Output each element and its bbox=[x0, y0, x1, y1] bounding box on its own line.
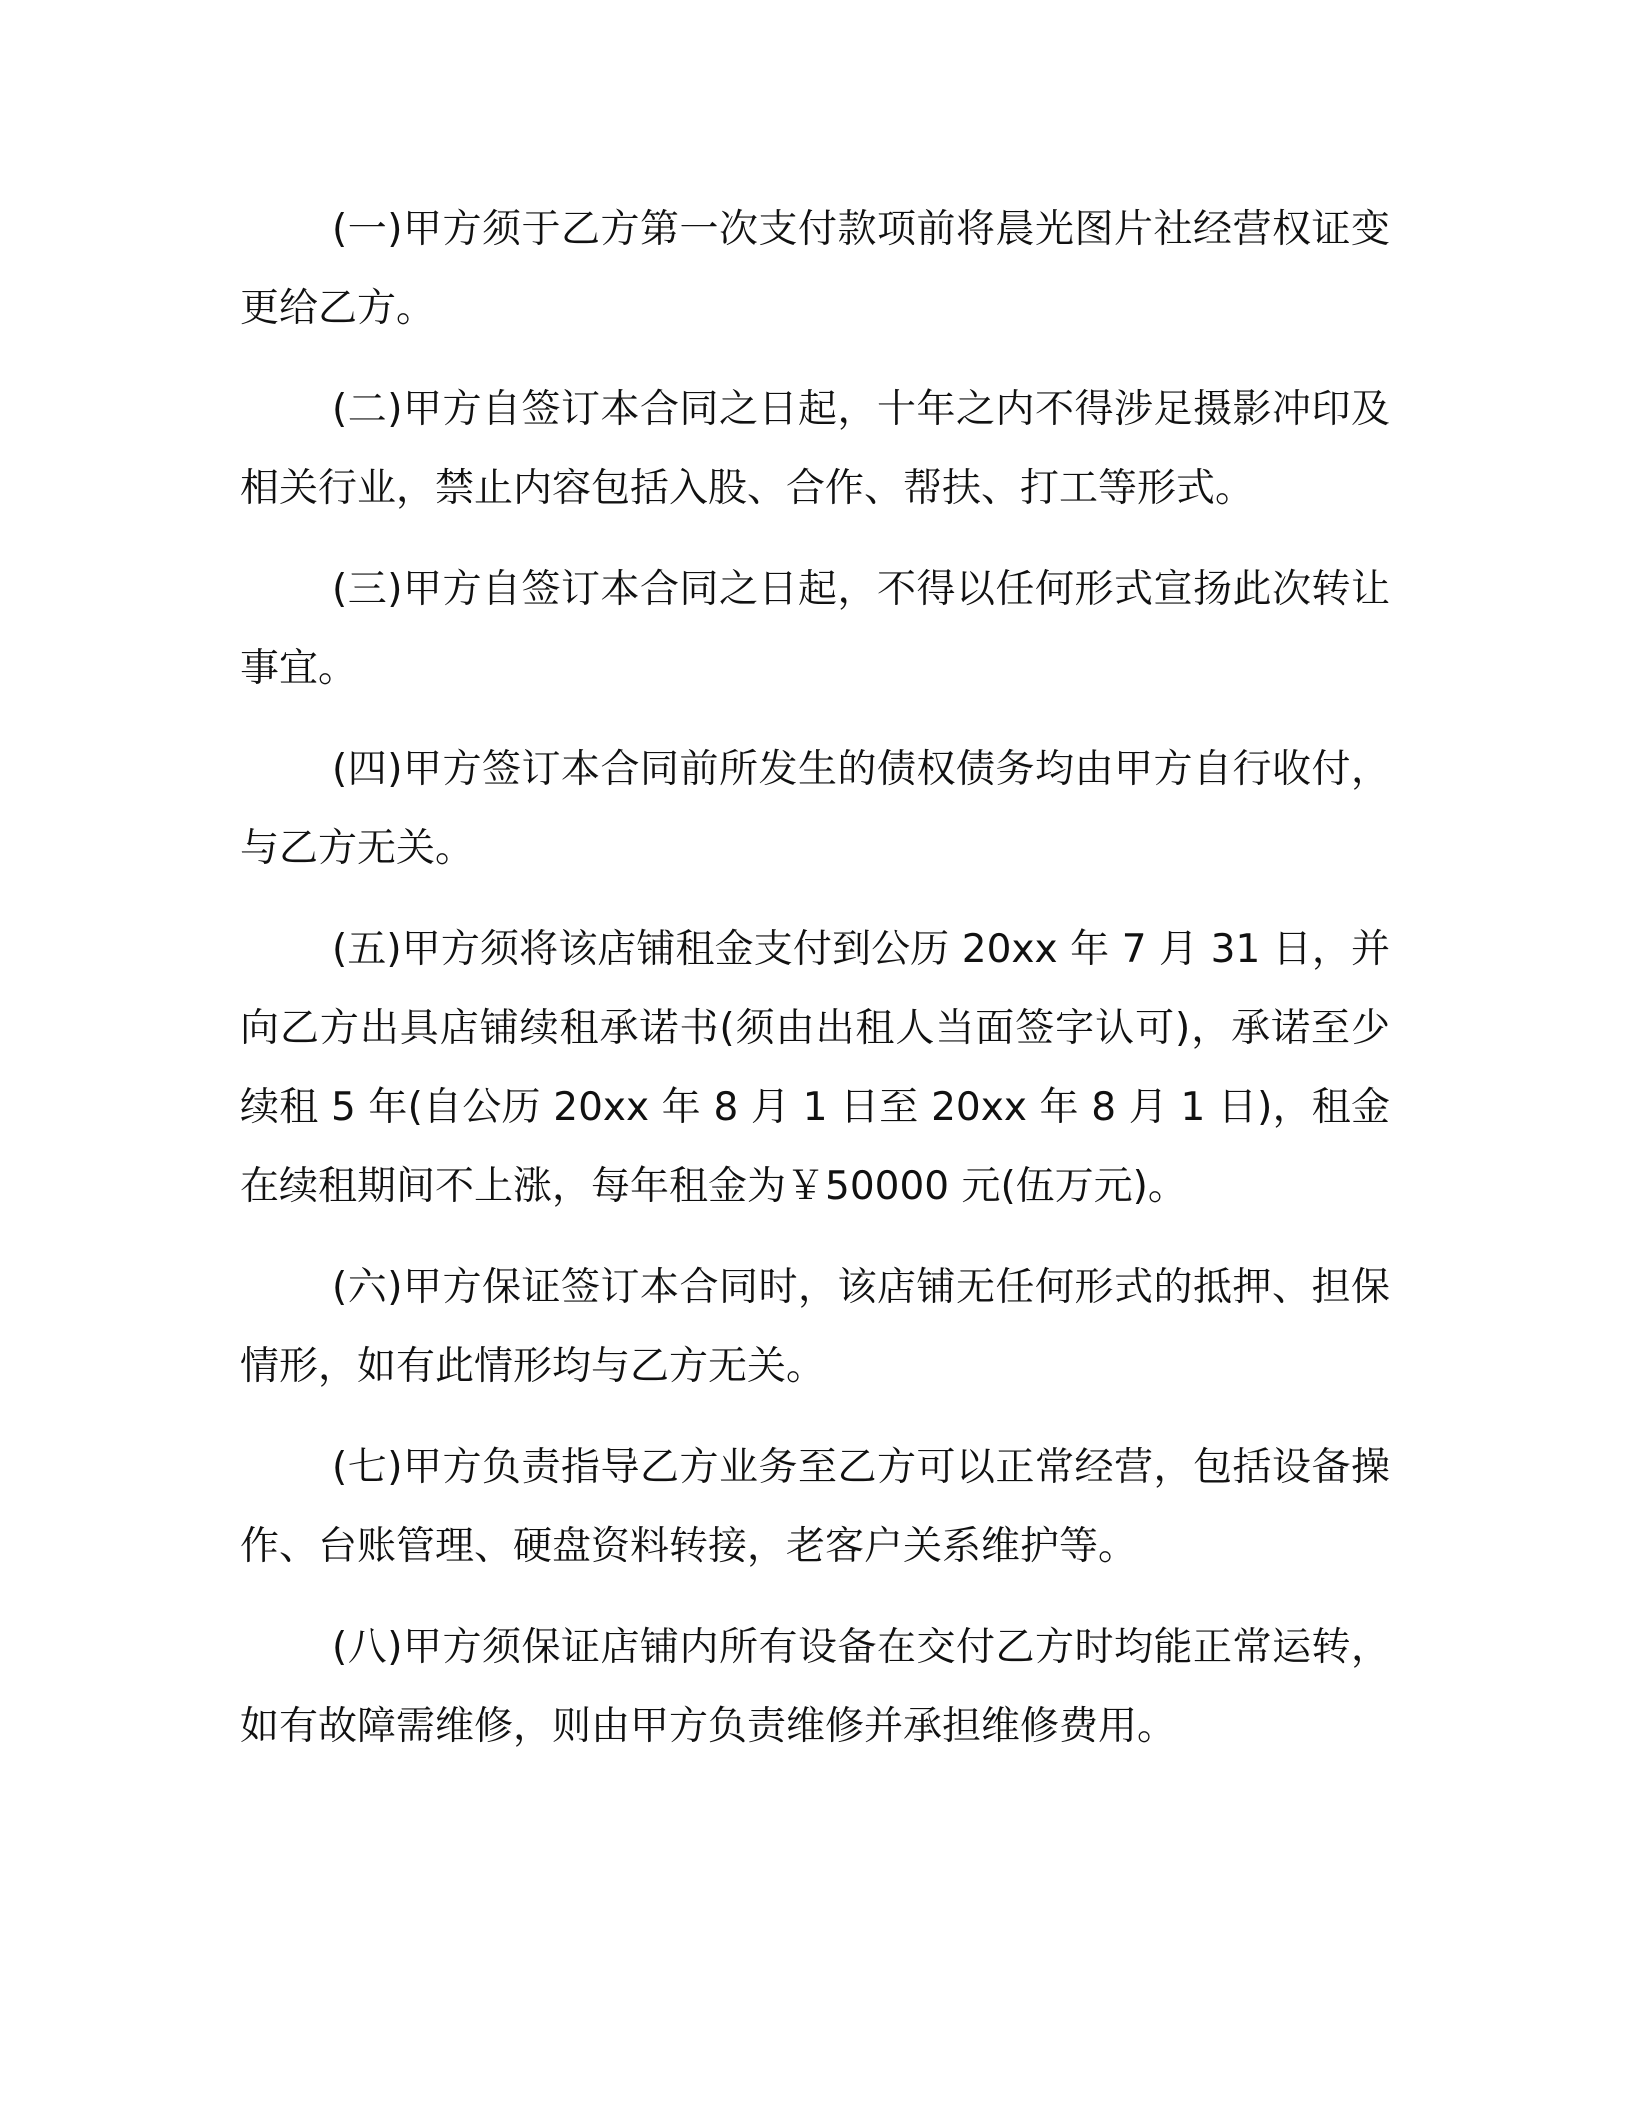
clause-8: (八)甲方须保证店铺内所有设备在交付乙方时均能正常运转，如有故障需维修，则由甲方负责维修并承担维修费用。 bbox=[240, 1625, 1390, 1749]
clause-6: (六)甲方保证签订本合同时，该店铺无任何形式的抵押、担保情形，如有此情形均与乙方无关。 bbox=[240, 1265, 1390, 1389]
clause-7: (七)甲方负责指导乙方业务至乙方可以正常经营，包括设备操作、台账管理、硬盘资料转接，老客户关系维护等。 bbox=[240, 1445, 1390, 1569]
clause-1: (一)甲方须于乙方第一次支付款项前将晨光图片社经营权证变更给乙方。 bbox=[240, 207, 1390, 331]
clause-3: (三)甲方自签订本合同之日起，不得以任何形式宣扬此次转让事宜。 bbox=[240, 567, 1390, 691]
clause-5: (五)甲方须将该店铺租金支付到公历 20xx 年 7 月 31 日，并向乙方出具店铺续租承诺书(须由出租人当面签字认可)，承诺至少续租 5 年(自公历 20xx 年 8 月 1 日至 20xx 年 8 月 1 日)，租金在续租期间不上涨，每年租金为￥50000 元(伍万元)。 bbox=[240, 927, 1390, 1209]
clause-2: (二)甲方自签订本合同之日起，十年之内不得涉足摄影冲印及相关行业，禁止内容包括入股、合作、帮扶、打工等形式。 bbox=[240, 387, 1390, 511]
document-body bbox=[240, 190, 1390, 1788]
clause-4: (四)甲方签订本合同前所发生的债权债务均由甲方自行收付，与乙方无关。 bbox=[240, 747, 1390, 871]
